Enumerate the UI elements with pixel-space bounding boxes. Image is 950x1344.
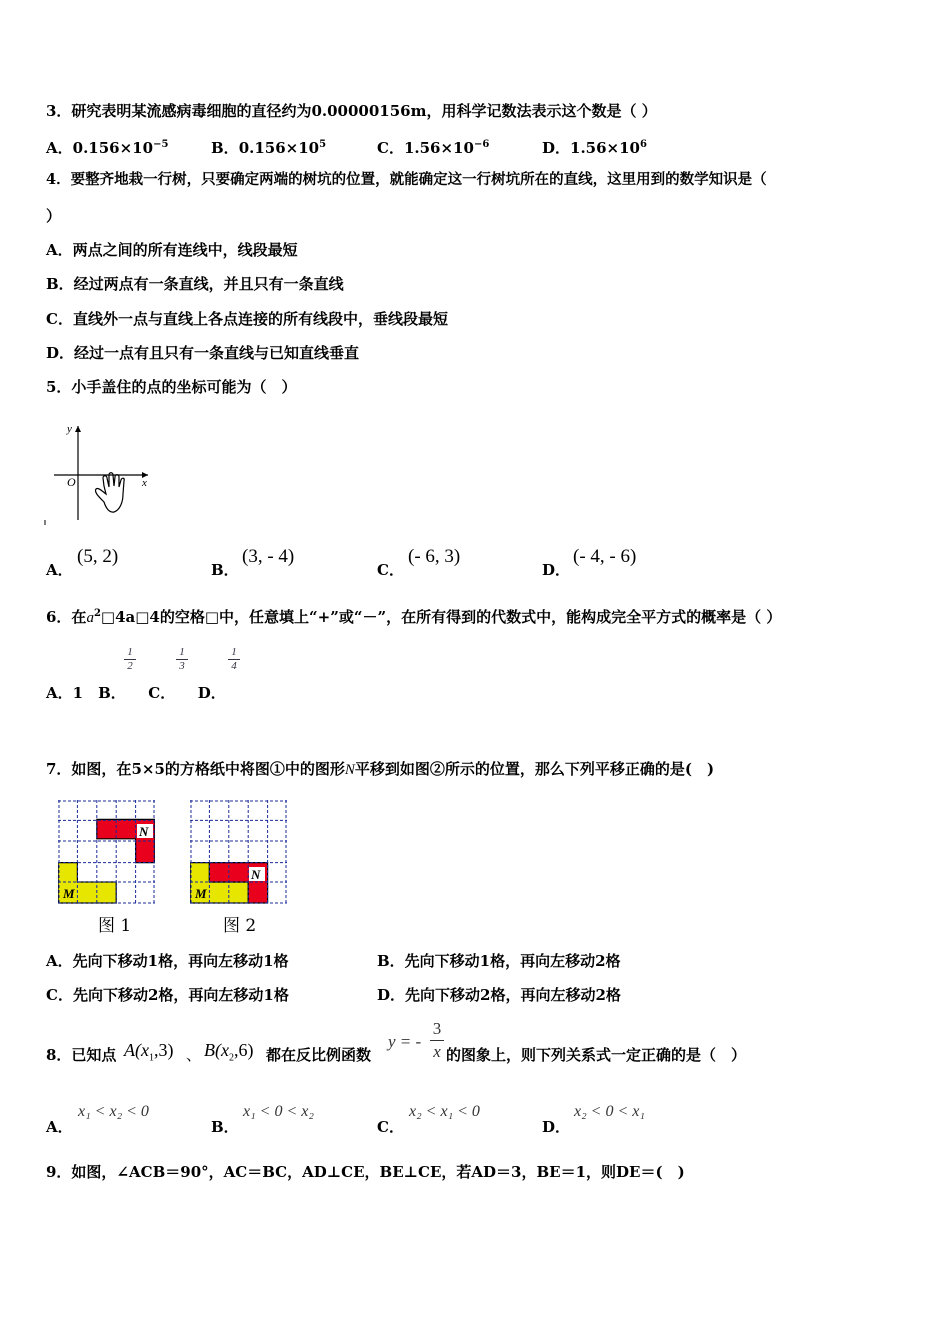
q6-fraction-c: 1 3: [176, 647, 188, 672]
q8-option-d-expr: x₂ < 0 < x₁: [574, 1103, 645, 1120]
q8-func-fraction: 3 x: [430, 1020, 444, 1061]
q7-figure-1: [58, 800, 155, 905]
q8-stem-prefix: 8．已知点: [46, 1046, 117, 1064]
q5-option-c-label: C．: [377, 561, 404, 579]
q4-option-d: D．经过一点有且只有一条直线与已知直线垂直: [46, 344, 360, 362]
q3-stem: 3．研究表明某流感病毒细胞的直径约为0.00000156m，用科学记数法表示这个数是（ ）: [46, 102, 657, 120]
hand-icon: [95, 473, 124, 512]
q7-option-b: B．先向下移动1格，再向左移动2格: [377, 952, 621, 970]
q4-stem-continued: ）: [46, 207, 62, 225]
q7-figure-2-caption: 图 2: [223, 916, 257, 936]
q7-stem: 7．如图，在5×5的方格纸中将图①中的图形N平移到如图②所示的位置，那么下列平移正确的是( ): [46, 760, 715, 778]
q8-point-a: $A(x_1,3)$: [124, 1040, 174, 1064]
q5-option-d-label: D．: [542, 561, 571, 579]
q7-option-d: D．先向下移动2格，再向左移动2格: [377, 986, 621, 1004]
origin-label: O: [67, 475, 76, 489]
q6-stem: 6．在$a^2□4a□4$的空格□中，任意填上“+”或“－”，在所有得到的代数式中，能构成完全平方式的概率是（ ）: [46, 608, 782, 626]
label-m: M: [63, 886, 75, 901]
q5-stem: 5．小手盖住的点的坐标可能为（ ）: [46, 378, 297, 396]
q8-stem-mid: 都在反比例函数: [266, 1046, 372, 1064]
q3-option-c: C．$1.56\times 10^{-6}$: [377, 139, 490, 157]
q8-option-b-expr: x₁ < 0 < x₂: [243, 1103, 314, 1120]
q8-option-d-label: D．: [542, 1118, 571, 1136]
q8-func-lhs: y = -: [388, 1032, 422, 1051]
q7-option-c: C．先向下移动2格，再向左移动1格: [46, 986, 289, 1004]
axis-y-label: y: [67, 423, 72, 435]
q8-option-a-expr: x₁ < x₂ < 0: [78, 1103, 149, 1120]
q7-figure-2: [190, 800, 287, 905]
q5-coordinate-figure: [44, 420, 156, 528]
q5-option-c-value: (- 6, 3): [408, 546, 461, 567]
q5-option-b-label: B．: [211, 561, 239, 579]
q6-options: A．1 B． C． D．: [46, 684, 226, 702]
q8-stem-suffix: 的图象上，则下列关系式一定正确的是（ ）: [446, 1046, 747, 1064]
q5-option-b-value: (3, - 4): [242, 546, 295, 567]
q5-option-a-label: A．: [46, 561, 73, 579]
q4-option-b: B．经过两点有一条直线，并且只有一条直线: [46, 275, 344, 293]
q4-option-a: A．两点之间的所有连线中，线段最短: [46, 241, 298, 259]
q8-option-c-label: C．: [377, 1118, 404, 1136]
q9-stem: 9．如图，∠ACB＝90°，AC＝BC，AD⊥CE，BE⊥CE，若AD＝3，BE＝1，则DE＝( ): [46, 1163, 685, 1181]
q3-option-b: B．$0.156\times 10^5$: [211, 139, 327, 157]
q5-option-d-value: (- 4, - 6): [573, 546, 637, 567]
q8-option-c-expr: x₂ < x₁ < 0: [409, 1103, 480, 1120]
q7-figure-1-caption: 图 1: [98, 916, 132, 936]
q8-point-b: $B(x_2,6)$: [204, 1040, 254, 1064]
label-m: M: [195, 886, 207, 901]
q5-option-a-value: (5, 2): [77, 546, 119, 567]
q4-stem: 4．要整齐地栽一行树，只要确定两端的树坑的位置，就能确定这一行树坑所在的直线，这里用到的数学知识是（: [46, 171, 767, 188]
q3-option-a: A．$0.156\times 10^{-5}$: [46, 139, 169, 157]
label-n: N: [251, 867, 261, 882]
q6-fraction-d: 1 4: [228, 647, 240, 672]
q7-option-a: A．先向下移动1格，再向左移动1格: [46, 952, 289, 970]
q3-option-d: D．$1.56\times 10^6$: [542, 139, 647, 157]
q8-option-b-label: B．: [211, 1118, 239, 1136]
label-n: N: [139, 824, 149, 839]
q4-option-c: C．直线外一点与直线上各点连接的所有线段中，垂线段最短: [46, 310, 448, 328]
q8-option-a-label: A．: [46, 1118, 73, 1136]
q6-fraction-b: 1 2: [124, 647, 136, 672]
axis-x-label: x: [142, 477, 147, 489]
q8-separator: 、: [186, 1046, 202, 1064]
